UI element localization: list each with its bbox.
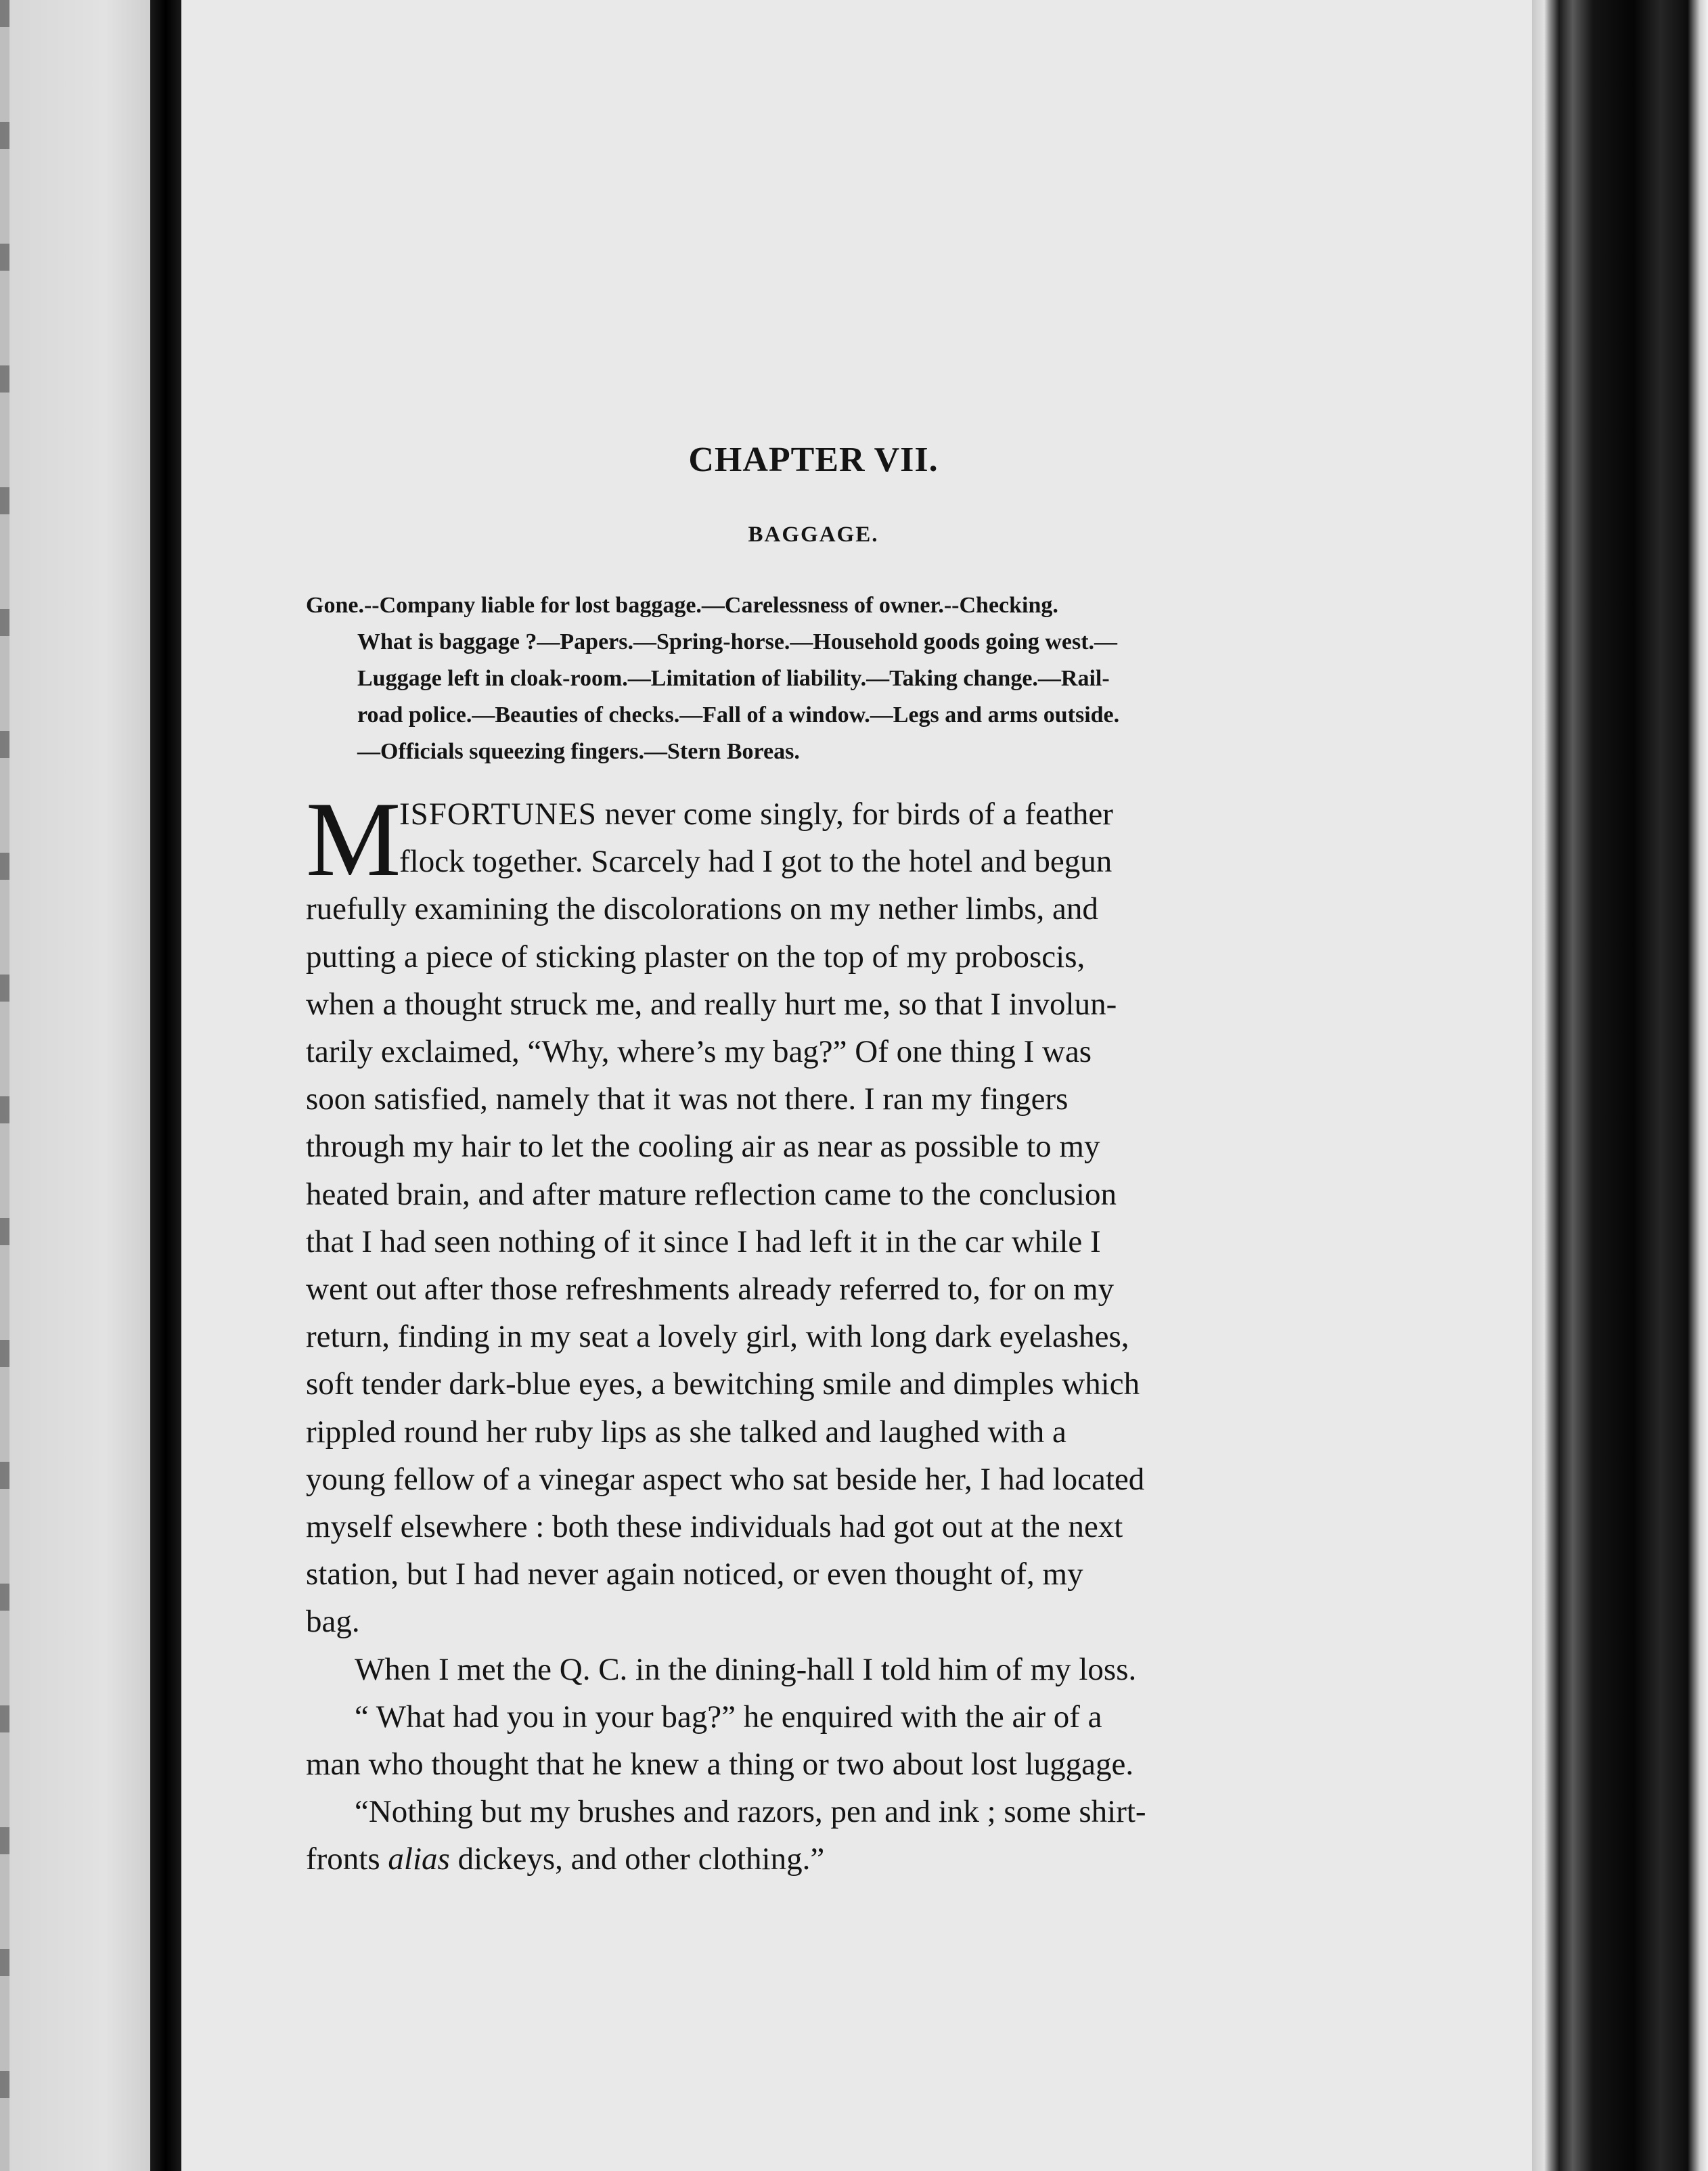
chapter-title: CHAPTER VII. <box>688 441 939 479</box>
body-line: when a thought struck me, and really hurt me, so that I involun- <box>306 986 1117 1022</box>
facing-page-margin-marks <box>0 0 9 2171</box>
body-line: man who thought that he knew a thing or two about lost luggage. <box>306 1747 1134 1783</box>
body-line: tarily exclaimed, “Why, where’s my bag?” Of one thing I was <box>306 1034 1092 1070</box>
text-fragment: dickeys, and other clothing.” <box>449 1841 825 1877</box>
drop-cap: M <box>306 780 401 899</box>
summary-line: —Officials squeezing fingers.—Stern Boreas. <box>357 739 800 764</box>
body-line: soon satisfied, namely that it was not there. I ran my fingers <box>306 1081 1069 1117</box>
chapter-subtitle: BAGGAGE. <box>748 522 879 547</box>
body-line: station, but I had never again noticed, or even thought of, my <box>306 1557 1083 1592</box>
summary-line: Luggage left in cloak-room.—Limitation of liability.—Taking change.—Rail- <box>357 666 1110 691</box>
summary-line: road police.—Beauties of checks.—Fall of a window.—Legs and arms outside. <box>357 702 1120 728</box>
body-line: putting a piece of sticking plaster on the top of my proboscis, <box>306 939 1085 975</box>
chapter-summary <box>306 587 1334 770</box>
facing-page-edge <box>0 0 150 2171</box>
body-line: “ What had you in your bag?” he enquired with the air of a <box>355 1699 1102 1734</box>
body-line <box>306 1835 1334 1883</box>
page-content <box>306 0 1328 2171</box>
body-line: myself elsewhere : both these individuals had got out at the next <box>306 1509 1123 1545</box>
body-line: return, finding in my seat a lovely girl, with long dark eyelashes, <box>306 1319 1129 1355</box>
summary-line: What is baggage ?—Papers.—Spring-horse.—Household goods going west.— <box>357 629 1118 654</box>
body-line <box>306 790 1334 838</box>
body-line: rippled round her ruby lips as she talked and laughed with a <box>306 1414 1066 1450</box>
body-line: went out after those refreshments already referred to, for on my <box>306 1272 1115 1307</box>
body-line: ruefully examining the discolorations on my nether limbs, and <box>306 891 1098 927</box>
summary-line: Gone.--Company liable for lost baggage.—Carelessness of owner.--Checking. <box>306 593 1058 618</box>
body-line: that I had seen nothing of it since I had left it in the car while I <box>306 1224 1101 1259</box>
body-line: through my hair to let the cooling air as near as possible to my <box>306 1129 1100 1165</box>
body-line: “Nothing but my brushes and razors, pen and ink ; some shirt- <box>355 1794 1146 1830</box>
first-line-rest: never come singly, for birds of a feather <box>596 797 1113 832</box>
body-line: bag. <box>306 1604 360 1640</box>
body-line: soft tender dark-blue eyes, a bewitching smile and dimples which <box>306 1366 1140 1402</box>
body-line: When I met the Q. C. in the dining-hall I told him of my loss. <box>355 1651 1137 1687</box>
body-line: heated brain, and after mature reflection came to the conclusion <box>306 1176 1117 1212</box>
first-word: ISFORTUNES <box>399 797 597 832</box>
text-fragment: fronts <box>306 1841 388 1877</box>
body-line: young fellow of a vinegar aspect who sat beside her, I had located <box>306 1461 1145 1497</box>
body-line: flock together. Scarcely had I got to the hotel and begun <box>399 844 1113 880</box>
book-page-edges <box>1532 0 1708 2171</box>
book-gutter <box>150 0 181 2171</box>
italic-word: alias <box>388 1841 450 1877</box>
body-text <box>306 780 1334 1883</box>
